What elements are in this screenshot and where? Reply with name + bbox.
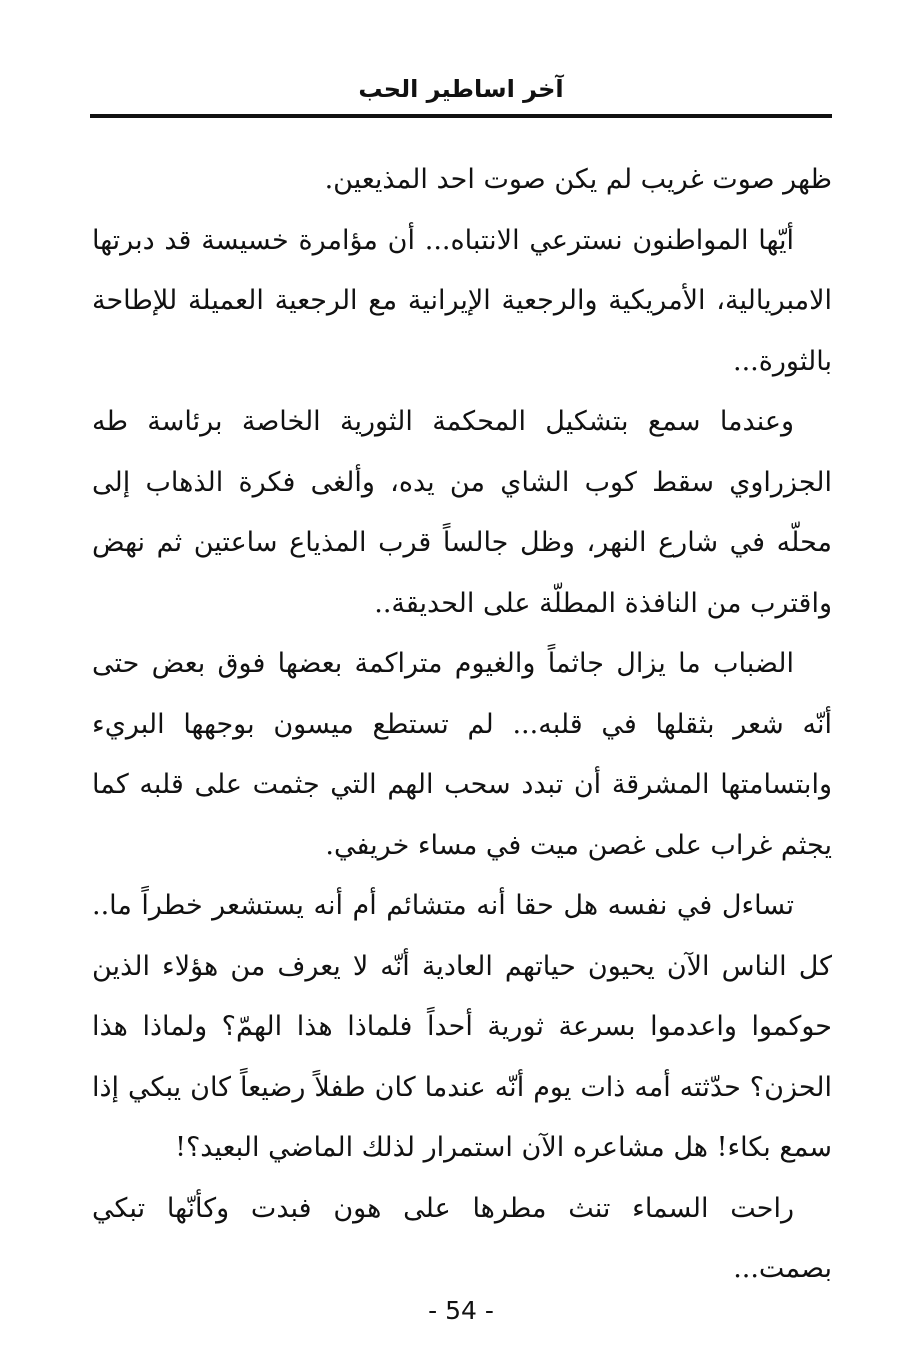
running-header-title: آخر اساطير الحب: [358, 75, 564, 103]
paragraph-5: تساءل في نفسه هل حقا أنه متشائم أم أنه يستشعر خطراً ما.. كل الناس الآن يحيون حياتهم العادية أنّه لا يعرف من هؤلاء الذين حوكموا واعدموا بسرعة ثورية أحداً فلماذا هذا الهمّ؟ ولماذا هذا الحزن؟ حدّثته أمه ذات يوم أنّه عندما كان طفلاً رضيعاً كان يبكي إذا سمع بكاء! هل مشاعره الآن استمرار لذلك الماضي البعيد؟!: [92, 890, 832, 1163]
paragraph-3: وعندما سمع بتشكيل المحكمة الثورية الخاصة برئاسة طه الجزراوي سقط كوب الشاي من يده، وألغى فكرة الذهاب إلى محلّه في شارع النهر، وظل جالساً قرب المذياع ساعتين ثم نهض واقترب من النافذة المطلّة على الحديقة..: [92, 406, 832, 619]
paragraph-2: أيّها المواطنون نسترعي الانتباه... أن مؤامرة خسيسة قد دبرتها الامبريالية، الأمريكية والرجعية الإيرانية مع الرجعية العميلة للإطاحة بالثورة...: [92, 224, 832, 377]
paragraph-1: ظهر صوت غريب لم يكن صوت احد المذيعين.: [324, 164, 832, 195]
paragraph-4: الضباب ما يزال جاثماً والغيوم متراكمة بعضها فوق بعض حتى أنّه شعر بثقلها في قلبه... لم تستطع ميسون بوجهها البريء وابتسامتها المشرقة أن تبدد سحب الهم التي جثمت على قلبه كما يجثم غراب على غصن ميت في مساء خريفي.: [92, 648, 832, 861]
header-divider: [90, 114, 832, 118]
page-number: - 54 -: [428, 1296, 494, 1325]
paragraph-6: راحت السماء تنث مطرها على هون فبدت وكأنّها تبكي بصمت...: [92, 1192, 832, 1284]
body-text: [92, 150, 832, 1300]
